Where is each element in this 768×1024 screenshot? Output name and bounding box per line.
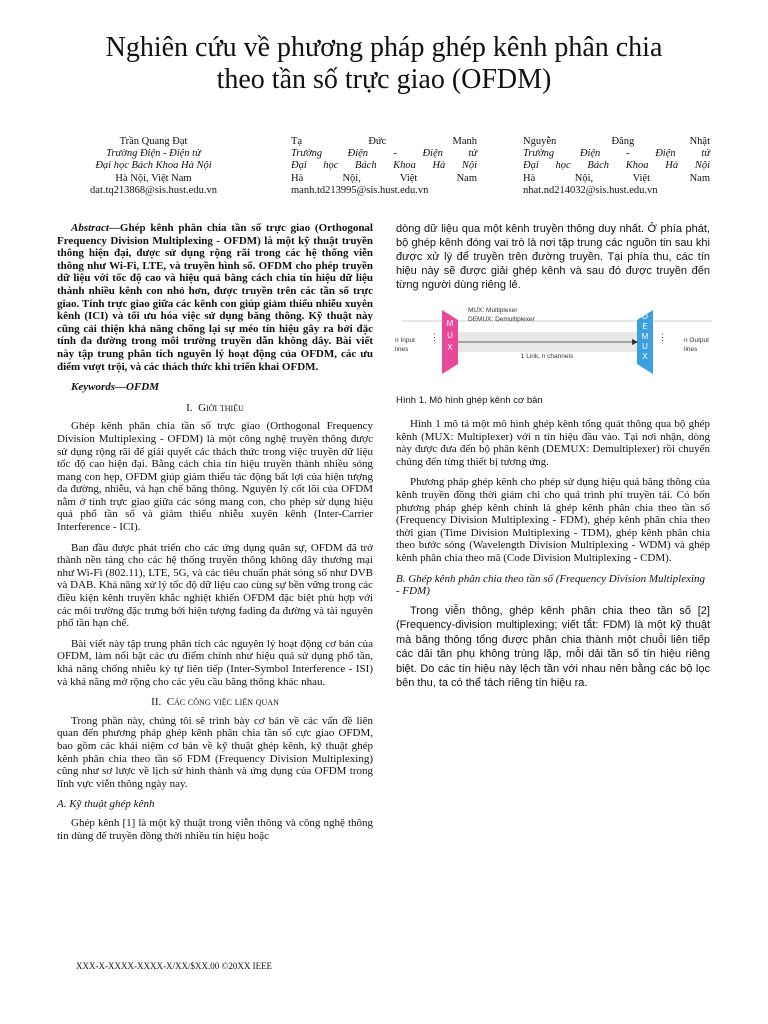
mux-letter: X: [447, 343, 453, 352]
author-dept: Trường Điện - Điện tử: [106, 148, 201, 160]
paragraph: Trong viễn thông, ghép kênh phân chia theo tần số [2] (Frequency-division multiplexing; viết tắt: FDM) là một kỹ thuật mà băng thông tổng được phân chia thành một chuỗi liên tiếp các dải tần phụ không trùng lặp, mỗi dải tần số tín hiệu riêng biệt. Do các tín hiệu này lệch tần với nhau nên bằng các bộ lọc bên thu, ta có thể tách riêng tín hiệu ra.: [396, 604, 710, 690]
author-dept: Trường Điện - Điện tử: [291, 148, 477, 160]
author-block-3: [523, 136, 710, 197]
copyright-footer: XXX-X-XXXX-XXXX-X/XX/$XX.00 ©20XX IEEE: [76, 961, 273, 971]
paper-title: Nghiên cứu về phương pháp ghép kênh phân chia theo tần số trực giao (OFDM): [105, 32, 663, 95]
demux-letter: X: [642, 352, 648, 361]
output-label: n Output: [684, 337, 709, 344]
input-label: n Input: [395, 337, 415, 344]
author-name: Trần Quang Đạt: [119, 136, 188, 147]
author-name: Tạ Đức Manh: [291, 136, 477, 147]
author-name: Nguyễn Đăng Nhật: [523, 136, 710, 147]
author-dept: Trường Điện - Điện tử: [523, 148, 710, 160]
author-org: Đại học Bách Khoa Hà Nội: [523, 160, 710, 172]
demux-letter: E: [642, 322, 648, 331]
figure-caption: Hình 1. Mô hình ghép kênh cơ bản: [396, 395, 543, 406]
demux-letter: D: [642, 312, 648, 321]
author-location: Hà Nội, Việt Nam: [523, 172, 710, 184]
author-location: Hà Nội, Việt Nam: [291, 172, 477, 184]
paragraph: Ghép kênh [1] là một kỹ thuật trong viễn thông và công nghệ thông tin dùng để truyền đồng thời nhiều tín hiệu hoặc: [57, 816, 373, 842]
author-org: Đại học Bách Khoa Hà Nội: [291, 160, 477, 172]
section-heading-2: II. Các công việc liên quan: [151, 696, 279, 709]
subsection-heading-b: B. Ghép kênh phân chia theo tần số (Frequency Division Multiplexing - FDM): [396, 572, 706, 598]
demux-legend: DEMUX: Demultiplexer: [468, 316, 535, 323]
author-block-2: [291, 136, 477, 197]
author-email[interactable]: manh.td213995@sis.hust.edu.vn: [291, 184, 429, 196]
link-label: 1 Link, n channels: [520, 353, 574, 360]
output-label: lines: [684, 346, 698, 353]
demux-letter: M: [641, 332, 649, 341]
author-org: Đại học Bách Khoa Hà Nội: [95, 160, 212, 172]
right-column-top: [396, 222, 710, 300]
paragraph: Hình 1 mô tả một mô hình ghép kênh tổng quát thông qua bộ ghép kênh (MUX: Multiplexer) với n tín hiệu đầu vào. Tại nơi nhận, dòng này được đưa đến bộ phân kênh (DEMUX: Demultiplexer) rồi chuyển chúng đến từng thiết bị tương ứng.: [396, 418, 710, 468]
mux-letter: U: [447, 331, 453, 340]
paragraph: Phương pháp ghép kênh cho phép sử dụng hiệu quả băng thông của kênh truyền đồng thời giảm chi cho quá trình phí truyền tải. Có bốn phương pháp ghép kênh chính là ghép kênh phân chia theo tần số (Frequency Division Multiplexing - FDM), ghép kênh phân chia theo thời gian (Time Division Multiplexing - TDM), ghép kênh phân chia theo bước sóng (Wavelength Division Multiplexing - WDM) và ghép kênh phân chia theo mã (Code Division Multiplexing - CDM).: [396, 476, 710, 564]
abstract: Abstract—Ghép kênh phân chia tần số trực giao (Orthogonal Frequency Division Multiplexing - OFDM) là một kỹ thuật truyền thông hiện đại, được sử dụng rộng rãi trong các hệ thống viễn thông như Wi-Fi, LTE, và truyền hình số. OFDM cho phép truyền dữ liệu với tốc độ cao và hiệu quả bằng cách chia tín hiệu dữ liệu thành nhiều kênh con nhỏ hơn, được truyền trên các tần số trực giao. Tính trực giao giữa các kênh con giúp giảm thiểu nhiễu xuyên kênh (ICI) và tối ưu hóa việc sử dụng băng thông. Kỹ thuật này cũng cải thiện khả năng chống lại sự méo tín hiệu gây ra bởi đặc tính đa đường trong môi trường truyền dẫn không dây. Bài viết này tập trung phân tích nguyên lý hoạt động của OFDM, các ưu điểm vượt trội, và các thách thức khi triển khai OFDM.: [57, 222, 373, 373]
keywords: Keywords—OFDM: [71, 381, 160, 394]
right-column-bottom: [396, 418, 710, 699]
mux-legend: MUX: Multiplexer: [468, 307, 518, 314]
input-label: lines: [395, 346, 409, 353]
author-email[interactable]: nhat.nd214032@sis.hust.edu.vn: [523, 184, 658, 196]
multiplexing-diagram: [392, 302, 718, 380]
mux-letter: M: [446, 319, 454, 328]
left-column: [57, 222, 373, 850]
section-heading-1: I. Giới thiệu: [186, 401, 244, 414]
paragraph: Ban đầu được phát triển cho các ứng dụng quân sự, OFDM đã trở thành nền tảng cho các hệ thống truyền thông không dây thương mại như Wi-Fi (802.11), LTE, 5G, và các tiêu chuẩn phát sóng số như DVB và DAB. Khả năng xử lý tốc độ dữ liệu cao cùng sự bền vững trong các điều kiện kênh truyền khắc nghiệt khiến OFDM đặc biệt phù hợp với các môi trường đặc trưng bởi hiện tượng fading đa đường và tài nguyên phổ tần hạn chế.: [57, 541, 373, 630]
demux-letter: U: [642, 342, 648, 351]
paragraph: Ghép kênh phân chia tần số trực giao (Orthogonal Frequency Division Multiplexing - OFDM) là một công nghệ truyền thông được sử dụng rộng rãi để giải quyết các thách thức trong việc truyền dữ liệu tốc độ cao hiện đại. Bằng cách chia tín hiệu truyền thành nhiều sóng mang con hẹp, OFDM giúp giảm thiểu tác động bất lợi của hiện tượng đa đường, nhiễu, và hạn chế băng thông. Nguyên lý cốt lõi của OFDM nằm ở tính trực giao giữa các sóng mang con, cho phép sử dụng hiệu quả phổ tần số và giảm thiểu nhiễu xuyên kênh (Inter-Carrier Interference - ICI).: [57, 420, 373, 534]
paragraph: Bài viết này tập trung phân tích các nguyên lý hoạt động cơ bản của OFDM, làm nổi bật các ưu điểm chính như hiệu quả sử dụng phổ tần, khả năng chống nhiễu ký tự liên tiếp (Inter-Symbol Interference - ISI) và khả năng mở rộng cho các yêu cầu băng thông khác nhau.: [57, 637, 373, 688]
paragraph: dòng dữ liệu qua một kênh truyền thông duy nhất. Ở phía phát, bộ ghép kênh đóng vai trò là nơi tập trung các nguồn tin sau khi được xử lý để truyền trên đường truyền. Tại phía thu, các tín hiệu này sẽ được giải ghép kênh và sau đó được truyền đến từng người dùng riêng lẻ.: [396, 223, 710, 291]
subsection-heading-a: A. Kỹ thuật ghép kênh: [57, 798, 155, 811]
paragraph: Trong phần này, chúng tôi sẽ trình bày cơ bản về các vấn đề liên quan đến phương pháp ghép kênh phân chia tần số cực giao OFDM, bao gồm các khái niệm cơ bản về kỹ thuật ghép kênh, kỹ thuật ghép kênh phân chia theo tần số FDM (Frequency Division Multiplexing) cũng như sơ lược về lịch sử hình thành và ứng dụng của OFDM trong lĩnh vực viễn thông ngày nay.: [57, 714, 373, 790]
output-ellipsis: ⋮: [658, 332, 667, 342]
author-location: Hà Nội, Việt Nam: [115, 172, 192, 184]
author-email[interactable]: dat.tq213868@sis.hust.edu.vn: [90, 184, 217, 196]
author-block-1: [80, 136, 227, 197]
input-ellipsis: ⋮: [430, 332, 439, 342]
